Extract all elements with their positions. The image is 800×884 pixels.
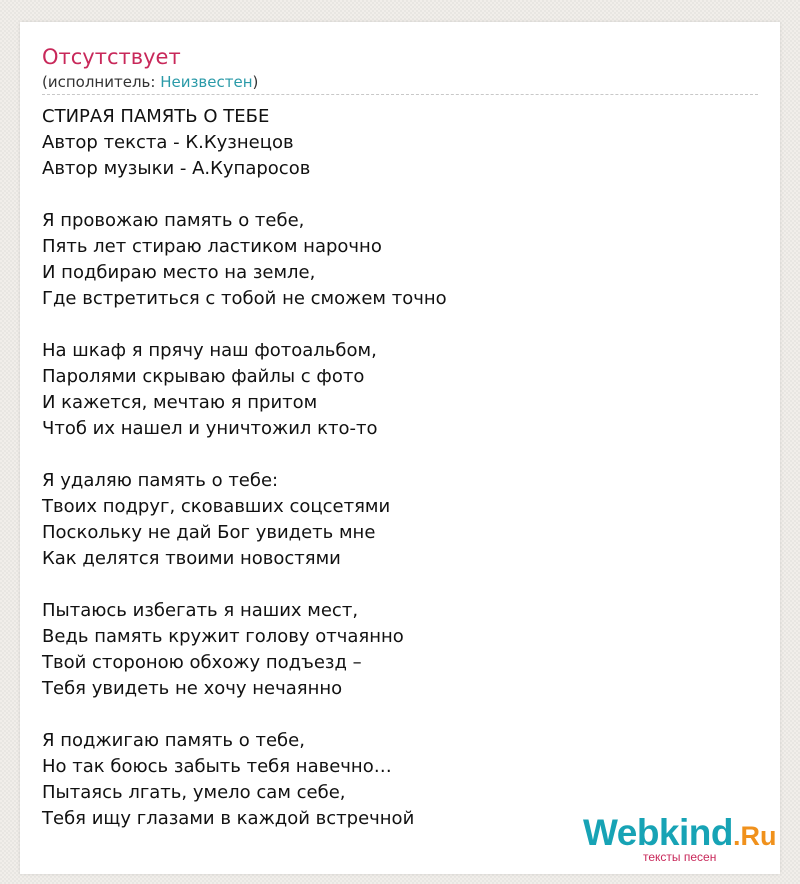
lyric-line: Твоих подруг, сковавших соцсетями	[42, 496, 391, 517]
lyric-line: Поскольку не дай Бог увидеть мне	[42, 522, 376, 543]
lyrics-card	[20, 22, 780, 874]
lyric-line: Автор текста - К.Кузнецов	[42, 132, 294, 153]
webkind-logo[interactable]	[583, 812, 783, 864]
lyric-line: Пять лет стираю ластиком нарочно	[42, 236, 382, 257]
lyric-line: Где встретиться с тобой не сможем точно	[42, 288, 447, 309]
lyric-line: На шкаф я прячу наш фотоальбом,	[42, 340, 377, 361]
artist-suffix: )	[252, 73, 259, 91]
lyric-line: Твой стороною обхожу подъезд –	[42, 652, 362, 673]
lyric-line: Я провожаю память о тебе,	[42, 210, 305, 231]
lyric-line: Я удаляю память о тебе:	[42, 470, 279, 491]
stanza-break	[42, 702, 742, 728]
lyric-line: Пытаясь лгать, умело сам себе,	[42, 782, 346, 803]
artist-prefix: (исполнитель:	[42, 73, 161, 91]
divider	[42, 94, 758, 95]
stanza-break	[42, 182, 742, 208]
artist-line	[42, 72, 258, 92]
logo-tagline: тексты песен	[643, 850, 717, 864]
lyric-line: И подбираю место на земле,	[42, 262, 316, 283]
lyric-line: Тебя увидеть не хочу нечаянно	[42, 678, 343, 699]
song-title: Отсутствует	[42, 45, 181, 69]
lyrics-text	[42, 104, 742, 832]
logo-name: Webkind	[583, 812, 733, 853]
lyric-line: И кажется, мечтаю я притом	[42, 392, 318, 413]
lyric-line: Но так боюсь забыть тебя навечно…	[42, 756, 392, 777]
lyric-line: СТИРАЯ ПАМЯТЬ О ТЕБЕ	[42, 106, 270, 127]
stanza-break	[42, 442, 742, 468]
lyric-line: Автор музыки - А.Купаросов	[42, 158, 311, 179]
lyric-line: Пытаюсь избегать я наших мест,	[42, 600, 359, 621]
stanza-break	[42, 312, 742, 338]
lyric-line: Ведь память кружит голову отчаянно	[42, 626, 404, 647]
lyric-line: Чтоб их нашел и уничтожил кто-то	[42, 418, 378, 439]
stanza-break	[42, 572, 742, 598]
lyric-line: Тебя ищу глазами в каждой встречной	[42, 808, 415, 829]
artist-link[interactable]: Неизвестен	[160, 73, 253, 91]
logo-tld: .Ru	[733, 821, 777, 851]
lyric-line: Как делятся твоими новостями	[42, 548, 341, 569]
lyric-line: Паролями скрываю файлы с фото	[42, 366, 365, 387]
lyric-line: Я поджигаю память о тебе,	[42, 730, 305, 751]
